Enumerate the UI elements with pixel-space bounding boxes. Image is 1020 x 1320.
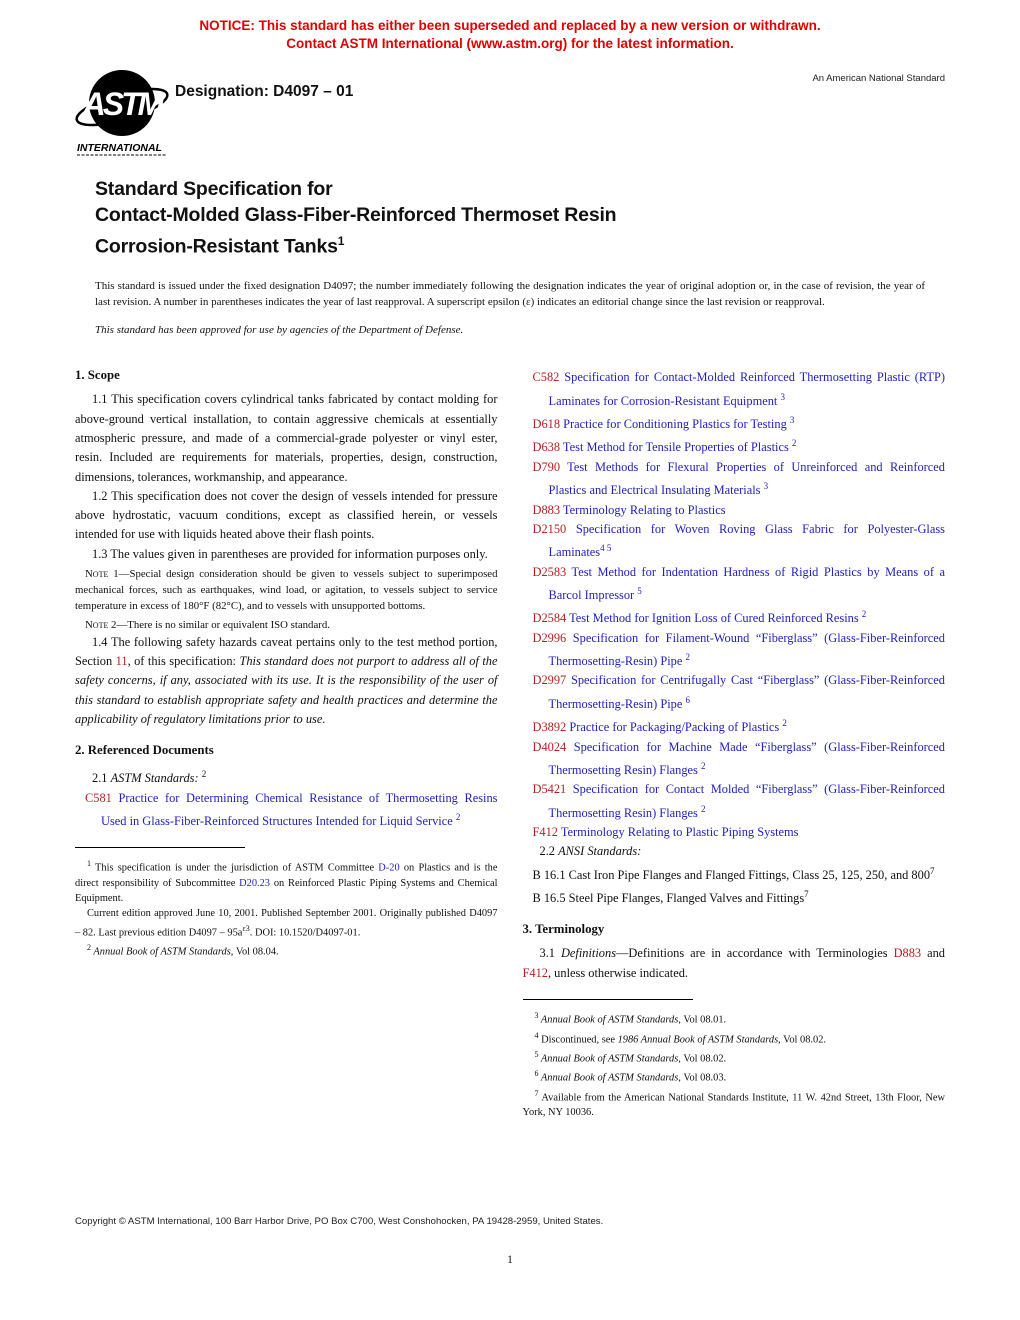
standard-code-link[interactable]: C582	[532, 370, 560, 385]
standard-title	[95, 176, 945, 260]
note-2-label: Note 2—	[85, 618, 128, 631]
paragraph-3-1: 3.1 Definitions—Definitions are in accordance with Terminologies D883 and F412, unless otherwise indicated.	[522, 946, 945, 980]
standard-code-link[interactable]: D2996	[532, 630, 567, 645]
dod-approval-line: This standard has been approved for use by agencies of the Department of Defense.	[95, 324, 464, 337]
reference-B16-5: B 16.5 Steel Pipe Flanges, Flanged Valves and Fittings$^7$	[532, 889, 809, 906]
footnote-divider-left	[75, 847, 245, 848]
standard-code-link[interactable]: D4024	[532, 739, 567, 754]
reference-D883: D883 Terminology Relating to Plastics	[532, 502, 726, 517]
standard-code-link[interactable]: D2583	[532, 564, 567, 579]
paragraph-1-2: 1.2 This specification does not cover the design of vessels intended for pressure above hydrostatic, vacuum conditions, except as classified herein, or vessels intended for use with liquids heated above their flash points.	[75, 488, 498, 542]
superseded-notice	[0, 0, 1020, 53]
standard-code-link[interactable]: D2150	[532, 521, 567, 536]
footnote-5: $^5$ Annual Book of ASTM Standards, Vol 08.02.	[534, 1050, 727, 1065]
section-1-heading: 1. Scope	[75, 368, 120, 383]
footnote-7: $^7$ Available from the American National Standards Institute, 11 W. 42nd Street, 13th Floor, New York, NY 10036.	[522, 1088, 945, 1119]
standard-code-link[interactable]: D2997	[532, 673, 567, 688]
reference-D2997: D2997 Specification for Centrifugally Cast “Fiberglass” (Glass-Fiber-Reinforced Thermosetting-Resin) Pipe $^6$	[532, 673, 945, 711]
f412-link[interactable]: F412	[522, 965, 548, 980]
footnote-4: $^4$ Discontinued, see 1986 Annual Book of ASTM Standards, Vol 08.02.	[534, 1030, 826, 1046]
reference-D3892: D3892 Practice for Packaging/Packing of Plastics $^2$	[532, 718, 787, 735]
reference-D2996: D2996 Specification for Filament-Wound “Fiberglass” (Glass-Fiber-Reinforced Thermosetting-Resin) Pipe $^2$	[532, 630, 945, 669]
footnote-divider-right	[523, 999, 693, 1000]
standard-code-link[interactable]: C581	[85, 790, 112, 805]
reference-D2583: D2583 Test Method for Indentation Hardness of Rigid Plastics by Means of a Barcol Impressor $^5$	[532, 564, 945, 603]
reference-B16-1: B 16.1 Cast Iron Pipe Flanges and Flanged Fittings, Class 25, 125, 250, and $800^7$	[532, 865, 935, 882]
body-columns	[75, 368, 945, 1120]
committee-d20-link[interactable]: D-20	[378, 862, 400, 874]
section-2-heading: 2. Referenced Documents	[75, 743, 214, 758]
right-column	[523, 368, 946, 1120]
left-column	[75, 368, 498, 1120]
reference-D2150: D2150 Specification for Woven Roving Glass Fabric for Polyester-Glass Laminates$^{4 5}$	[532, 521, 945, 560]
title-footnote-ref: 1	[337, 234, 345, 248]
standard-code-link[interactable]: D790	[532, 459, 561, 474]
note-1-text: Special design consideration should be given to vessels subject to superimposed mechanical forces, such as earthquakes, wind load, or agitation, to vessels subject to service temperature in excess of 180°F (82°C), and to vessels with unsupported bottoms.	[75, 567, 498, 613]
page-number: 1	[507, 1254, 513, 1266]
standard-code-link[interactable]: D5421	[532, 782, 567, 797]
standard-code-link[interactable]: D3892	[532, 720, 567, 735]
footnote-1: $^1$ This specification is under the jurisdiction of ASTM Committee D-20 on Plastics and is the direct responsibility of Subcommittee D20.23 on Reinforced Plastic Piping Systems and Chemical Equipment.	[75, 859, 498, 904]
designation: Designation: D4097 – 01	[175, 83, 354, 100]
standard-code-link[interactable]: F412	[532, 825, 558, 840]
subsection-2-1: 2.1 ASTM Standards: $^2$	[92, 769, 207, 786]
astm-logo	[75, 65, 175, 157]
footnote-3: $^3$ Annual Book of ASTM Standards, Vol 08.01.	[534, 1011, 727, 1026]
copyright-line: Copyright © ASTM International, 100 Barr Harbor Drive, PO Box C700, West Conshohocken, PA 19428-2959, United States.	[75, 1216, 604, 1227]
astm-logo-icon	[75, 65, 175, 157]
reference-C582: C582 Specification for Contact-Molded Reinforced Thermosetting Plastic (RTP) Laminates for Corrosion-Resistant Equipment $^3$	[532, 370, 945, 408]
d883-link[interactable]: D883	[893, 946, 922, 961]
footnote-2: $^2$ Annual Book of ASTM Standards, Vol 08.04.	[87, 943, 279, 958]
title-line-2: Contact-Molded Glass-Fiber-Reinforced Thermoset Resin	[95, 204, 617, 226]
reference-C581: C581 Practice for Determining Chemical Resistance of Thermosetting Resins Used in Glass-Fiber-Reinforced Structures Intended for Liquid Service $^2$	[85, 790, 498, 829]
note-2	[75, 617, 498, 633]
title-line-1: Standard Specification for	[95, 178, 333, 200]
reference-F412: F412 Terminology Relating to Plastic Piping Systems	[532, 825, 799, 840]
paragraph-1-1: 1.1 This specification covers cylindrical tanks fabricated by contact molding for above-ground vertical installation, to contain aggressive chemicals at essentially atmospheric pressure, and made of a commercial-grade polyester or vinyl ester, resin. Included are requirements for materials, properties, design, construction, dimensions, tolerances, workmanship, and appearance.	[75, 392, 498, 484]
standard-code-link[interactable]: D2584	[532, 611, 567, 626]
safety-caveat: This standard does not purport to address all of the safety concerns, if any, associated with its use. It is the responsibility of the user of this standard to establish appropriate safety and health practices and determine the applicability of regulatory limitations prior to use.	[75, 654, 498, 726]
reference-D638: D638 Test Method for Tensile Properties of Plastics $^2$	[532, 438, 797, 455]
section-11-link[interactable]: 11	[115, 654, 128, 669]
note-1-label: Note 1—	[85, 567, 130, 580]
issuance-paragraph: This standard is issued under the fixed designation D4097; the number immediately following the designation indicates the year of original adoption or, in the case of revision, the year of last revision. A number in parentheses indicates the year of last reapproval. A superscript epsilon (ε) indicates an editorial change since the last revision or reapproval.	[95, 279, 925, 308]
subsection-2-2: 2.2 ANSI Standards:	[539, 844, 642, 859]
astm-logo-subtext: INTERNATIONAL	[77, 142, 162, 154]
section-3-heading: 3. Terminology	[522, 922, 605, 937]
reference-D790: D790 Test Methods for Flexural Properties of Unreinforced and Reinforced Plastics and Electrical Insulating Materials $^3$	[532, 459, 945, 498]
paragraph-1-3: 1.3 The values given in parentheses are provided for information purposes only.	[92, 546, 488, 561]
document-header	[75, 65, 945, 160]
reference-D5421: D5421 Specification for Contact Molded “Fiberglass” (Glass-Fiber-Reinforced Thermosetting Resin) Flanges $^2$	[532, 782, 945, 820]
reference-D618: D618 Practice for Conditioning Plastics for Testing $^3$	[532, 415, 795, 432]
national-standard-label: An American National Standard	[812, 73, 945, 84]
title-line-3: Corrosion-Resistant Tanks$^1$	[95, 234, 345, 258]
standard-code-link[interactable]: D638	[532, 440, 561, 455]
note-1	[75, 566, 498, 615]
reference-D2584: D2584 Test Method for Ignition Loss of Cured Reinforced Resins $^2$	[532, 609, 867, 626]
reference-D4024: D4024 Specification for Machine Made “Fiberglass” (Glass-Fiber-Reinforced Thermosetting Resin) Flanges $^2$	[532, 739, 945, 778]
notice-line-1: NOTICE: This standard has either been superseded and replaced by a new version or withdrawn.	[199, 18, 821, 33]
subcommittee-d2023-link[interactable]: D20.23	[239, 877, 271, 889]
paragraph-1-4: 1.4 The following safety hazards caveat pertains only to the test method portion, Section 11, of this specification: This standard does not purport to address all of the safety concerns, if any, associated with its use. It is the responsibility of the user of this standard to establish appropriate safety and health practices and determine the applicability of regulatory limitations prior to use.	[75, 634, 498, 726]
standard-code-link[interactable]: D618	[532, 417, 561, 432]
footnote-6: $^6$ Annual Book of ASTM Standards, Vol 08.03.	[534, 1069, 727, 1084]
standard-code-link[interactable]: D883	[532, 502, 561, 517]
notice-line-2: Contact ASTM International (www.astm.org) for the latest information.	[286, 36, 734, 51]
note-2-text: There is no similar or equivalent ISO standard.	[127, 618, 330, 631]
footnote-edition: Current edition approved June 10, 2001. Published September 2001. Originally published D4097 – 82. Last previous edition $D4097 - 95a^{\varepsilon 3}$. DOI: 10.1520/D4097-01.	[75, 907, 498, 939]
svg-text:ASTM: ASTM	[82, 86, 162, 122]
